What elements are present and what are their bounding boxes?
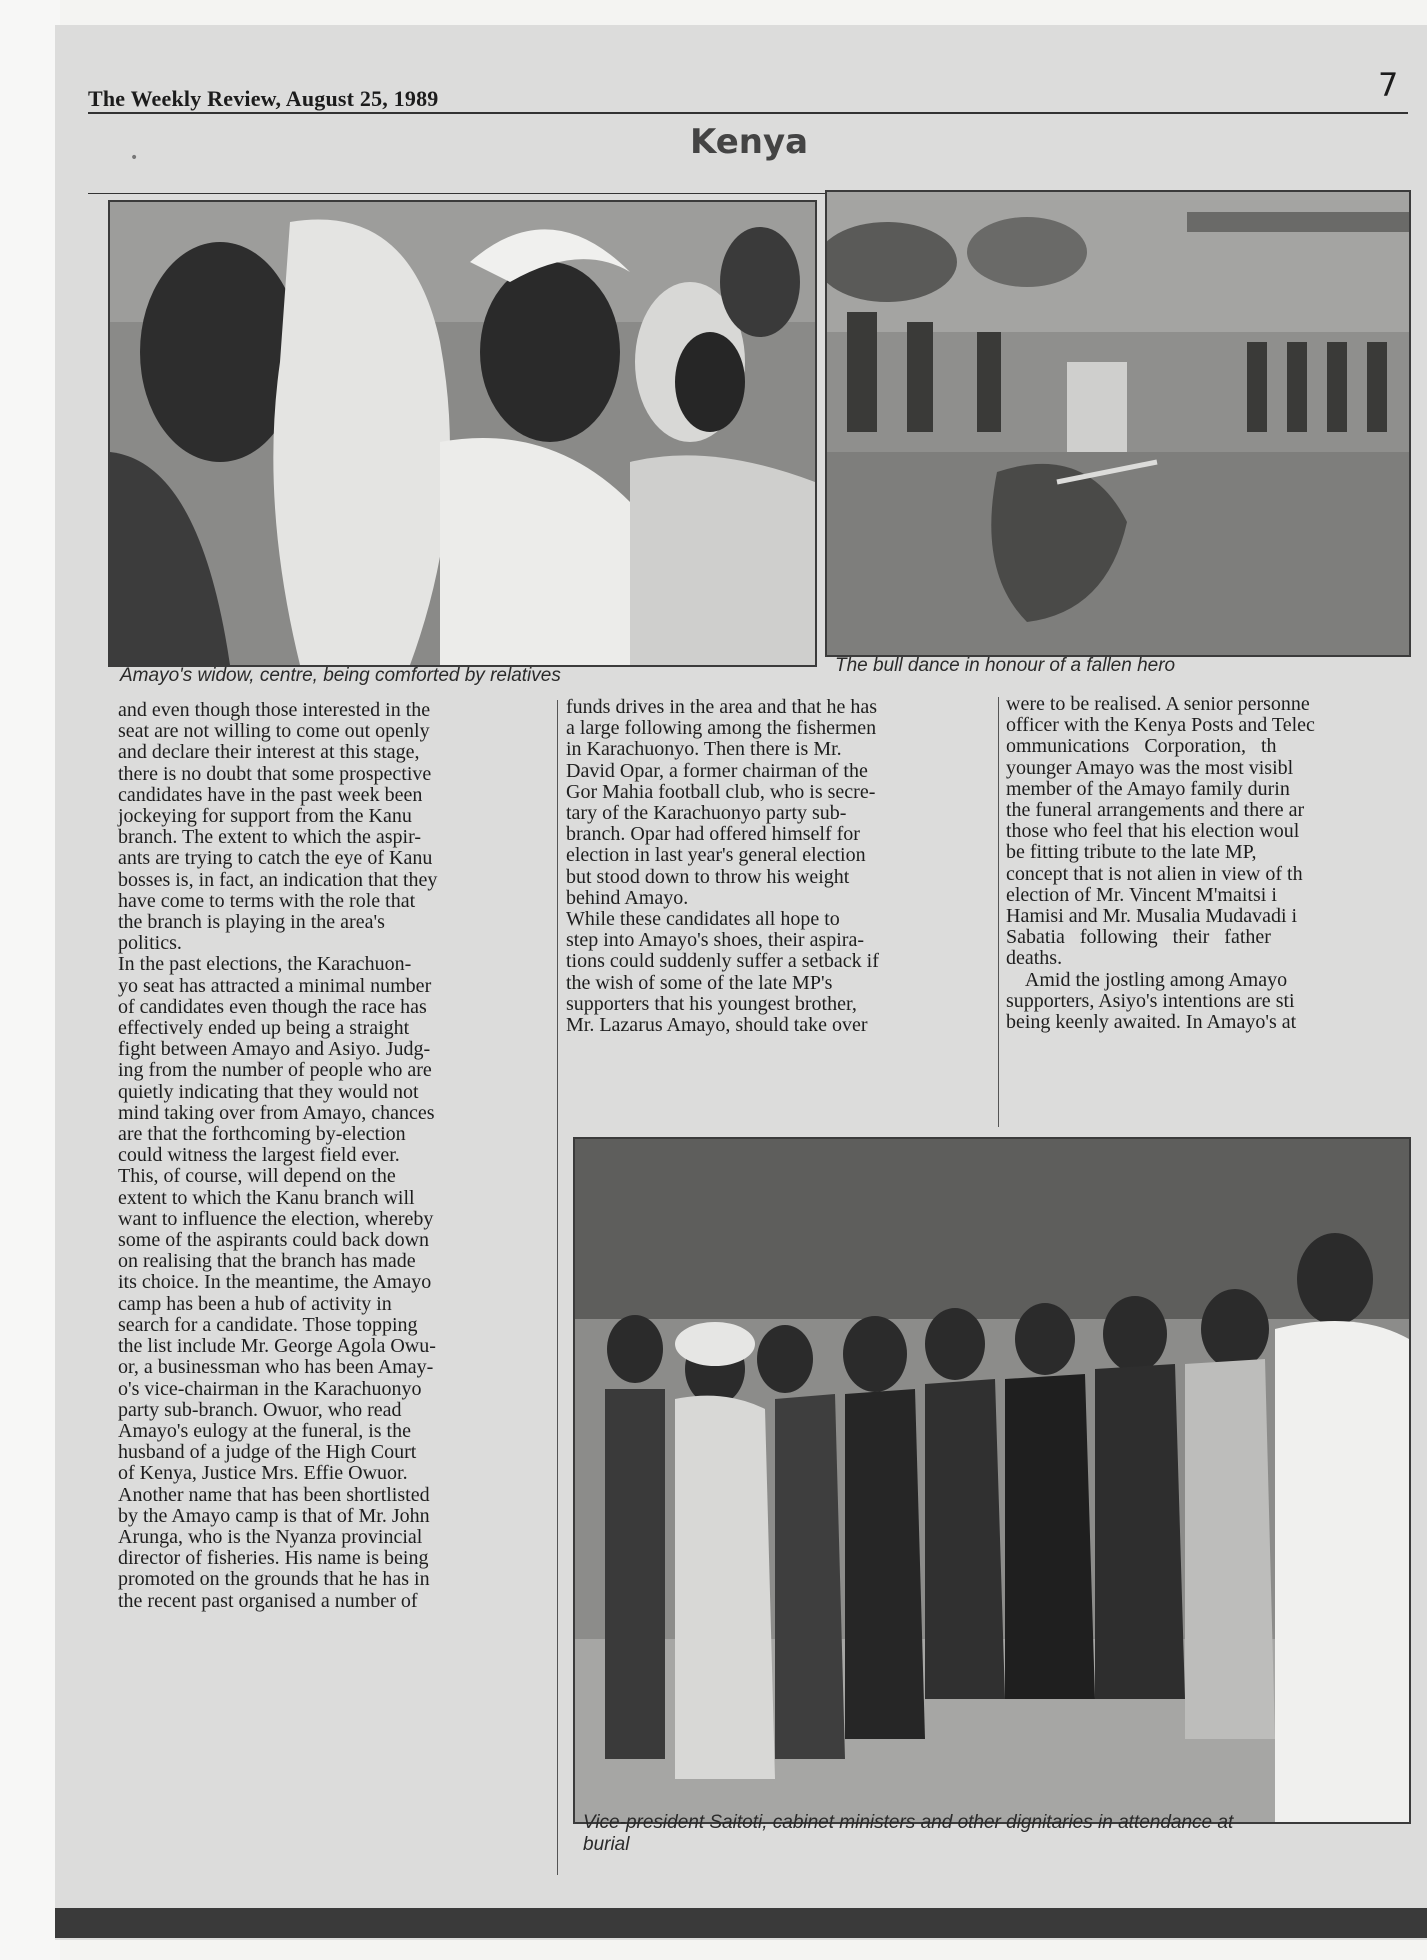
widow-photo-caption: Amayo's widow, centre, being comforted by relatives [120,665,561,686]
photo-of-dignitaries-icon [573,1137,1411,1824]
article-column-2-text: funds drives in the area and that he has a large following among the fishermen in Karachuonyo. Then there is Mr. David Opar, a former chairman of the Gor Mahia football club, who is secre- tary of the Karachuonyo party sub- branch. Opar had offered himself for election in last year's general election but stood down to throw his weight behind Amayo. While these candidates all hope to step into Amayo's shoes, their aspira- tions could suddenly suffer a setback if the wish of some of the late MP's supporters that his youngest brother, Mr. Lazarus Amayo, should take over [566,696,879,1037]
dignitaries-photo-caption: Vice-president Saitoti, cabinet ministers and other dignitaries in attendance at burial [583,1812,1234,1855]
scan-margin [0,0,60,1960]
section-title: Kenya [690,122,809,162]
column-divider-1 [557,700,558,1875]
photo-of-mourners-icon [108,200,817,667]
masthead: The Weekly Review, August 25, 1989 [88,86,439,111]
page-number: 7 [1378,66,1399,104]
header-rule [88,112,1408,114]
article-column-3-text: were to be realised. A senior personne officer with the Kenya Posts and Telec ommunications Corporation, th younger Amayo was the most visibl member of the Amayo family durin the funeral arrangements and there ar those who feel that his election woul be fitting tribute to the late MP, concept that is not alien in view of th election of Mr. Vincent M'maitsi i Hamisi and Mr. Musalia Mudavadi i Sabatia following their father deaths. Amid the jostling among Amayo supporters, Asiyo's intentions are sti being keenly awaited. In Amayo's at [1006,694,1315,1034]
article-column-1 [118,700,548,1612]
article-column-2 [566,697,992,1036]
photo-of-bull-dance-icon [825,190,1411,657]
article-column-1-text: and even though those interested in the seat are not willing to come out openly and declare their interest at this stage, there is no doubt that some prospective candidates have in the past week been jockeying for support from the Kanu branch. The extent to which the aspir- ants are trying to catch the eye of Kanu bosses is, in fact, an indication that they have come to terms with the role that the branch is playing in the area's politics. In the past elections, the Karachuon- yo seat has attracted a minimal number of candidates even though the race has effectively ended up being a straight fight between Amayo and Asiyo. Judg- ing from the number of people who are quietly indicating that they would not mind taking over from Amayo, chances are that the forthcoming by-election could witness the largest field ever. This, of course, will depend on the extent to which the Kanu branch will want to influence the election, whereby some of the aspirants could back down on realising that the branch has made its choice. In the meantime, the Amayo camp has been a hub of activity in search for a candidate. Those topping the list include Mr. George Agola Owu- or, a businessman who has been Amay- o's vice-chairman in the Karachuonyo party sub-branch. Owuor, who read Amayo's eulogy at the funeral, is the husband of a judge of the High Court of Kenya, Justice Mrs. Effie Owuor. Another name that has been shortlisted by the Amayo camp is that of Mr. John Arunga, who is the Nyanza provincial director of fisheries. His name is being promoted on the grounds that he has in the recent past organised a number of [118,699,438,1612]
scan-bottom-edge [55,1908,1427,1938]
dance-photo-caption: The bull dance in honour of a fallen hero [835,655,1176,676]
column-divider-2 [998,697,999,1127]
scan-speck: • [130,150,139,166]
article-column-3 [1006,694,1406,1033]
